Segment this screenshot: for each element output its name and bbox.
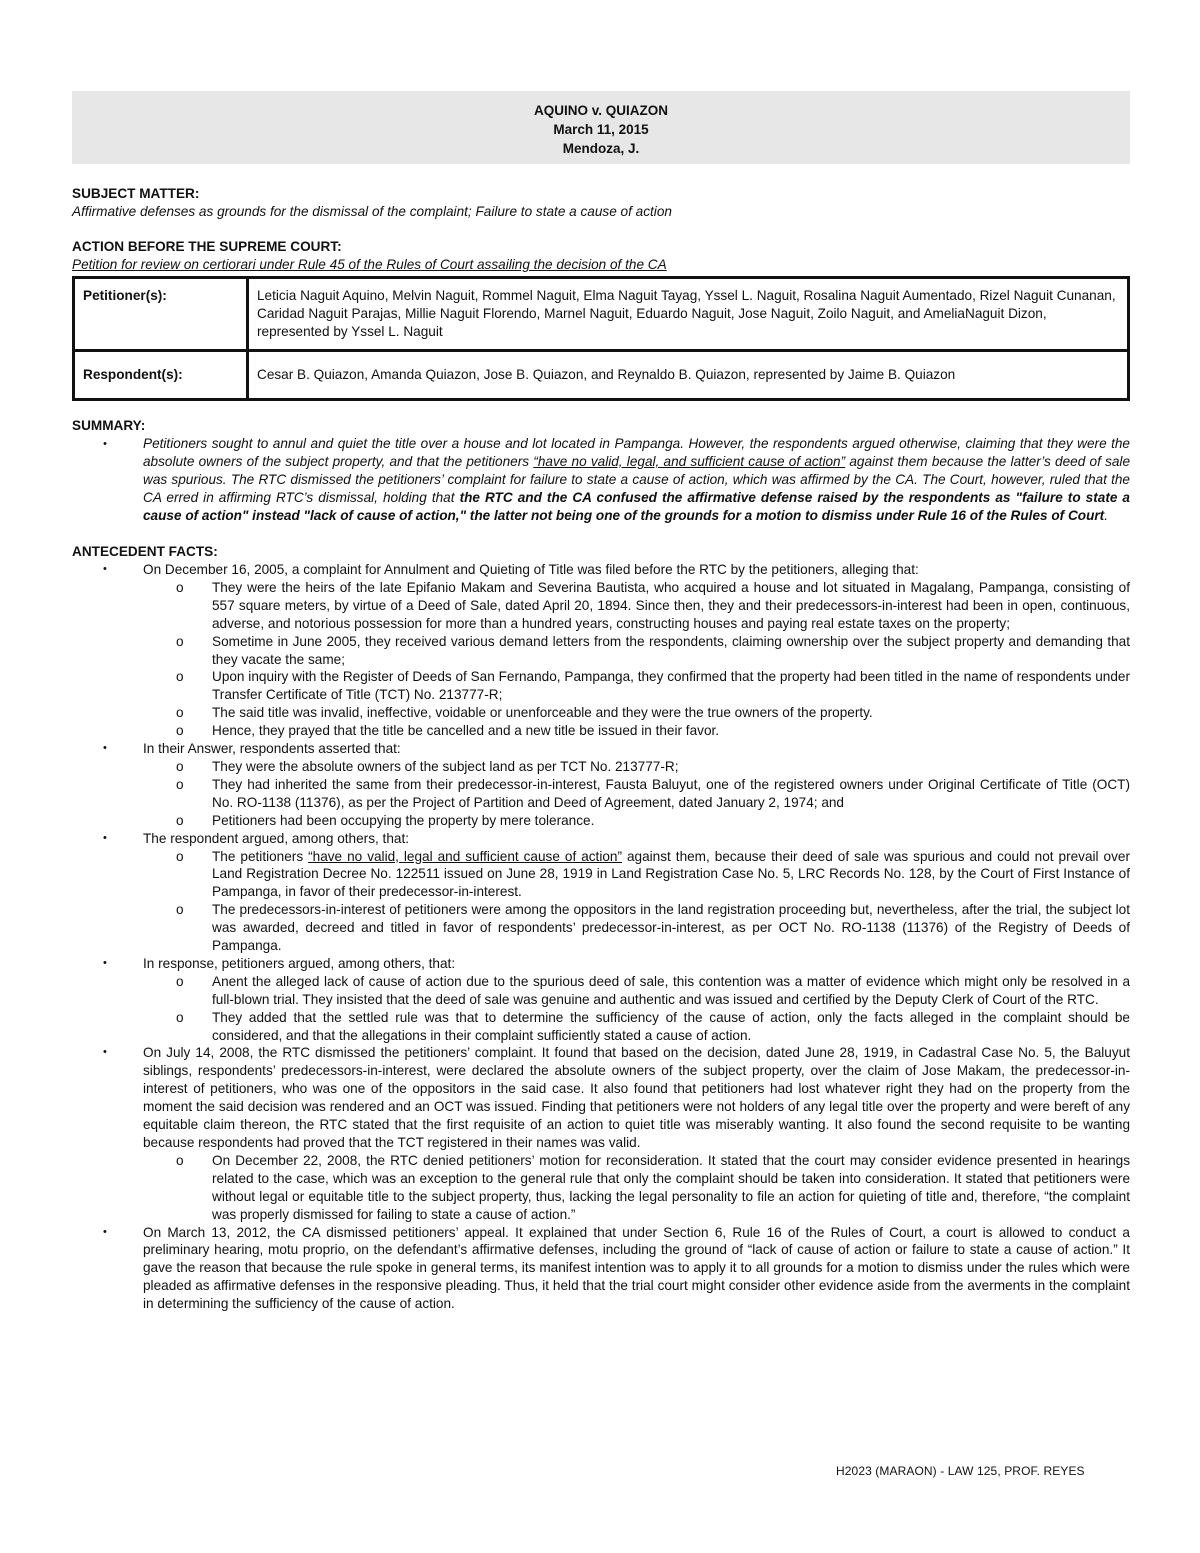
sub-list — [143, 848, 1130, 955]
list-item — [72, 740, 1130, 830]
action-heading: ACTION BEFORE THE SUPREME COURT: — [72, 239, 342, 254]
sub-item-quote: “have no valid, legal and sufficient cause of action” — [308, 848, 622, 864]
sub-item-text: Sometime in June 2005, they received various demand letters from the respondents, claiming ownership over the subject property and demanding that they vacate the same; — [212, 633, 1130, 667]
bullet-icon: • — [103, 956, 107, 969]
summary-quote: “have no valid, legal, and sufficient cause of action” — [533, 454, 846, 469]
circle-bullet-icon: o — [176, 1009, 184, 1025]
bullet-icon: • — [103, 563, 107, 575]
list-item — [72, 561, 1130, 740]
circle-bullet-icon: o — [176, 848, 184, 864]
antecedent-heading: ANTECEDENT FACTS: — [72, 544, 218, 559]
subject-matter-heading: SUBJECT MATTER: — [72, 186, 200, 201]
sub-item-text: The said title was invalid, ineffective, voidable or unenforceable and they were the true owners of the property. — [212, 705, 873, 721]
sub-list — [143, 758, 1130, 830]
list-item — [72, 1224, 1130, 1314]
sub-item-text: Petitioners had been occupying the property by mere tolerance. — [212, 812, 595, 828]
respondent-text: Cesar B. Quiazon, Amanda Quiazon, Jose B. Quiazon, and Reynaldo B. Quiazon, represented by Jaime B. Quiazon — [248, 351, 1129, 400]
sub-list-item — [74, 668, 1130, 704]
circle-bullet-icon: o — [176, 776, 184, 792]
sub-item-text: They had inherited the same from their predecessor-in-interest, Fausta Baluyut, one of the registered owners under Original Certificate of Title (OCT) No. RO-1138 (11376), as per the Project of Partition and Deed of Agreement, dated January 2, 1974; and — [212, 776, 1130, 810]
sub-item-text: against them, because their deed of sale was spurious and could not prevail over Land Registration Decree No. 122511 issued on June 28, 1919 in Land Registration Case No. 5, LRC Records No. 128, by the Court of First Instance of Pampanga, in favor of their predecessor-in-interest. — [212, 848, 1130, 900]
case-header — [72, 91, 1130, 164]
respondent-label: Respondent(s): — [74, 351, 248, 400]
sub-item-text: Hence, they prayed that the title be cancelled and a new title be issued in their favor. — [212, 723, 720, 739]
summary-end: . — [1104, 508, 1108, 523]
sub-list-item — [74, 1009, 1130, 1045]
fact-6: On March 13, 2012, the CA dismissed petitioners’ appeal. It explained that under Section 6, Rule 16 of the Rules of Court, a court is allowed to conduct a preliminary hearing, motu proprio, on the defendant’s affirmative defenses, including the ground of “lack of cause of action or failure to state a cause of action.” It gave the reason that because the rule spoke in general terms, its manifest intention was to apply it to all grounds for a motion to dismiss under the rules which were pleaded as affirmative defenses in the responsive pleading. Thus, it held that the trial court might consider other evidence aside from the averments in the complaint in determining the sufficiency of the cause of action. — [143, 1224, 1130, 1312]
sub-item-text: They were the absolute owners of the subject land as per TCT No. 213777-R; — [212, 758, 679, 774]
petitioner-row — [74, 278, 1129, 351]
sub-list-item — [74, 579, 1130, 633]
sub-list-item — [74, 776, 1130, 812]
circle-bullet-icon: o — [176, 812, 184, 828]
case-title: AQUINO v. QUIAZON — [533, 103, 668, 118]
sub-item-text: On December 22, 2008, the RTC denied petitioners’ motion for reconsideration. It stated that the court may consider evidence presented in hearings related to the case, which was an exception to the general rule that only the complaint should be taken into consideration. It stated that petitioners were without legal or equitable title to the subject property, thus, lacking the legal personality to file an action for quieting of title and, therefore, “the complaint was properly dismissed for failing to state a cause of action.” — [212, 1152, 1130, 1222]
petitioner-label: Petitioner(s): — [74, 278, 248, 351]
sub-item-text: Upon inquiry with the Register of Deeds of San Fernando, Pampanga, they confirmed that the property had been titled in the name of respondents under Transfer Certificate of Title (TCT) No. 213777-R; — [212, 669, 1130, 703]
circle-bullet-icon: o — [176, 705, 184, 721]
circle-bullet-icon: o — [176, 669, 184, 685]
fact-5: On July 14, 2008, the RTC dismissed the petitioners’ complaint. It found that based on the decision, dated June 28, 1919, in Cadastral Case No. 5, the Baluyut siblings, respondents’ predecessors-in-interest, were declared the absolute owners of the subject property, over the claim of Jose Makam, the predecessor-in-interest of petitioners, who was one of the oppositors in the said case. It also found that petitioners had lost whatever right they had on the property from the moment the said decision was rendered and an OCT was issued. Finding that petitioners were not holders of any legal title over the property and were bereft of any equitable claim thereon, the RTC stated that the first requisite of an action to quiet title was miserably wanting. It also found the second requisite to be wanting because respondents had proved that the TCT registered in their names was valid. — [143, 1045, 1130, 1150]
sub-list — [143, 1152, 1130, 1224]
document-page — [72, 91, 1130, 1313]
bullet-icon: • — [103, 438, 107, 450]
sub-item-text: The predecessors-in-interest of petitioners were among the oppositors in the land registration proceeding but, nevertheless, after the trial, the subject lot was awarded, decreed and titled in favor of respondents’ predecessor-in-interest, as per OCT No. RO-1138 (11376) of the Registry of Deeds of Pampanga. — [212, 902, 1130, 954]
petitioner-text: Leticia Naguit Aquino, Melvin Naguit, Rommel Naguit, Elma Naguit Tayag, Yssel L. Naguit, Rosalina Naguit Aumentado, Rizel Naguit Cunanan, Caridad Naguit Parajas, Millie Naguit Florendo, Marnel Naguit, Eduardo Naguit, Jose Naguit, Zoilo Naguit, and AmeliaNaguit Dizon, represented by Yssel L. Naguit — [248, 278, 1129, 351]
list-item — [72, 830, 1130, 955]
fact-3: The respondent argued, among others, that: — [143, 830, 410, 846]
circle-bullet-icon: o — [176, 1152, 184, 1168]
fact-4: In response, petitioners argued, among others, that: — [143, 955, 456, 971]
circle-bullet-icon: o — [176, 633, 184, 649]
case-date: March 11, 2015 — [553, 122, 649, 137]
sub-list-item — [74, 758, 1130, 776]
list-item — [72, 955, 1130, 1045]
fact-1: On December 16, 2005, a complaint for Annulment and Quieting of Title was filed before the RTC by the petitioners, alleging that: — [143, 562, 919, 577]
sub-list — [143, 579, 1130, 740]
antecedent-list — [72, 561, 1130, 1313]
sub-list-item — [74, 973, 1130, 1009]
circle-bullet-icon: o — [176, 973, 184, 989]
sub-item-text: Anent the alleged lack of cause of action due to the spurious deed of sale, this contention was a matter of evidence which might only be resolved in a full-blown trial. They insisted that the deed of sale was genuine and authentic and was issued and certified by the Deputy Clerk of Court of the RTC. — [212, 973, 1130, 1007]
sub-item-text: They added that the settled rule was that to determine the sufficiency of the cause of action, only the facts alleged in the complaint should be considered, and that the allegations in their complaint sufficiently stated a cause of action. — [212, 1009, 1130, 1043]
bullet-icon: • — [103, 742, 107, 755]
summary-list — [72, 435, 1130, 525]
list-item — [72, 435, 1130, 525]
summary-heading: SUMMARY: — [72, 418, 146, 433]
fact-2: In their Answer, respondents asserted that: — [143, 741, 401, 757]
sub-list-item — [74, 848, 1130, 902]
parties-table — [72, 276, 1130, 401]
subject-matter-text: Affirmative defenses as grounds for the dismissal of the complaint; Failure to state a cause of action — [72, 204, 672, 219]
list-item — [72, 1044, 1130, 1223]
sub-item-text: They were the heirs of the late Epifanio Makam and Severina Bautista, who acquired a house and lot situated in Magalang, Pampanga, consisting of 557 square meters, by virtue of a Deed of Sale, dated April 20, 1894. Since then, they and their predecessors-in-interest had been in open, continuous, adverse, and notorious possession for more than a hundred years, constructing houses and paying real estate taxes on the property; — [212, 579, 1130, 631]
summary-part-2: against them because the latter’s deed of sale was spurious. The RTC dismissed the petitioners’ complaint for failure to state a cause of action, which was affirmed by the CA. The Court, however, ruled that the CA erred in affirming RTC’s dismissal, holding that — [143, 454, 1131, 505]
action-text: Petition for review on certiorari under Rule 45 of the Rules of Court assailing the decision of the CA — [72, 257, 667, 272]
ponente: Mendoza, J. — [562, 141, 640, 156]
bullet-icon: • — [103, 1046, 107, 1059]
page-footer: H2023 (MARAON) - LAW 125, PROF. REYES — [836, 1464, 1085, 1478]
circle-bullet-icon: o — [176, 579, 184, 595]
sub-list-item — [74, 1152, 1130, 1224]
sub-list-item — [74, 812, 1130, 830]
sub-list-item — [74, 633, 1130, 669]
sub-list-item — [74, 901, 1130, 955]
circle-bullet-icon: o — [176, 758, 184, 774]
respondent-row — [74, 351, 1129, 400]
sub-item-text: The petitioners — [212, 848, 309, 864]
summary-holding: the RTC and the CA confused the affirmative defense raised by the respondents as "failure to state a cause of action" instead "lack of cause of action," the latter not being one of the grounds for a motion to dismiss under Rule 16 of the Rules of Court — [143, 490, 1130, 523]
sub-list — [143, 973, 1130, 1045]
circle-bullet-icon: o — [176, 723, 184, 739]
sub-list-item — [74, 722, 1130, 740]
summary-part-1: Petitioners sought to annul and quiet the title over a house and lot located in Pampanga. However, the respondents argued otherwise, claiming that they were the absolute owners of the subject property, and that the petitioners — [143, 436, 1130, 469]
bullet-icon: • — [103, 1225, 107, 1238]
circle-bullet-icon: o — [176, 902, 184, 918]
bullet-icon: • — [103, 831, 107, 844]
sub-list-item — [74, 704, 1130, 722]
